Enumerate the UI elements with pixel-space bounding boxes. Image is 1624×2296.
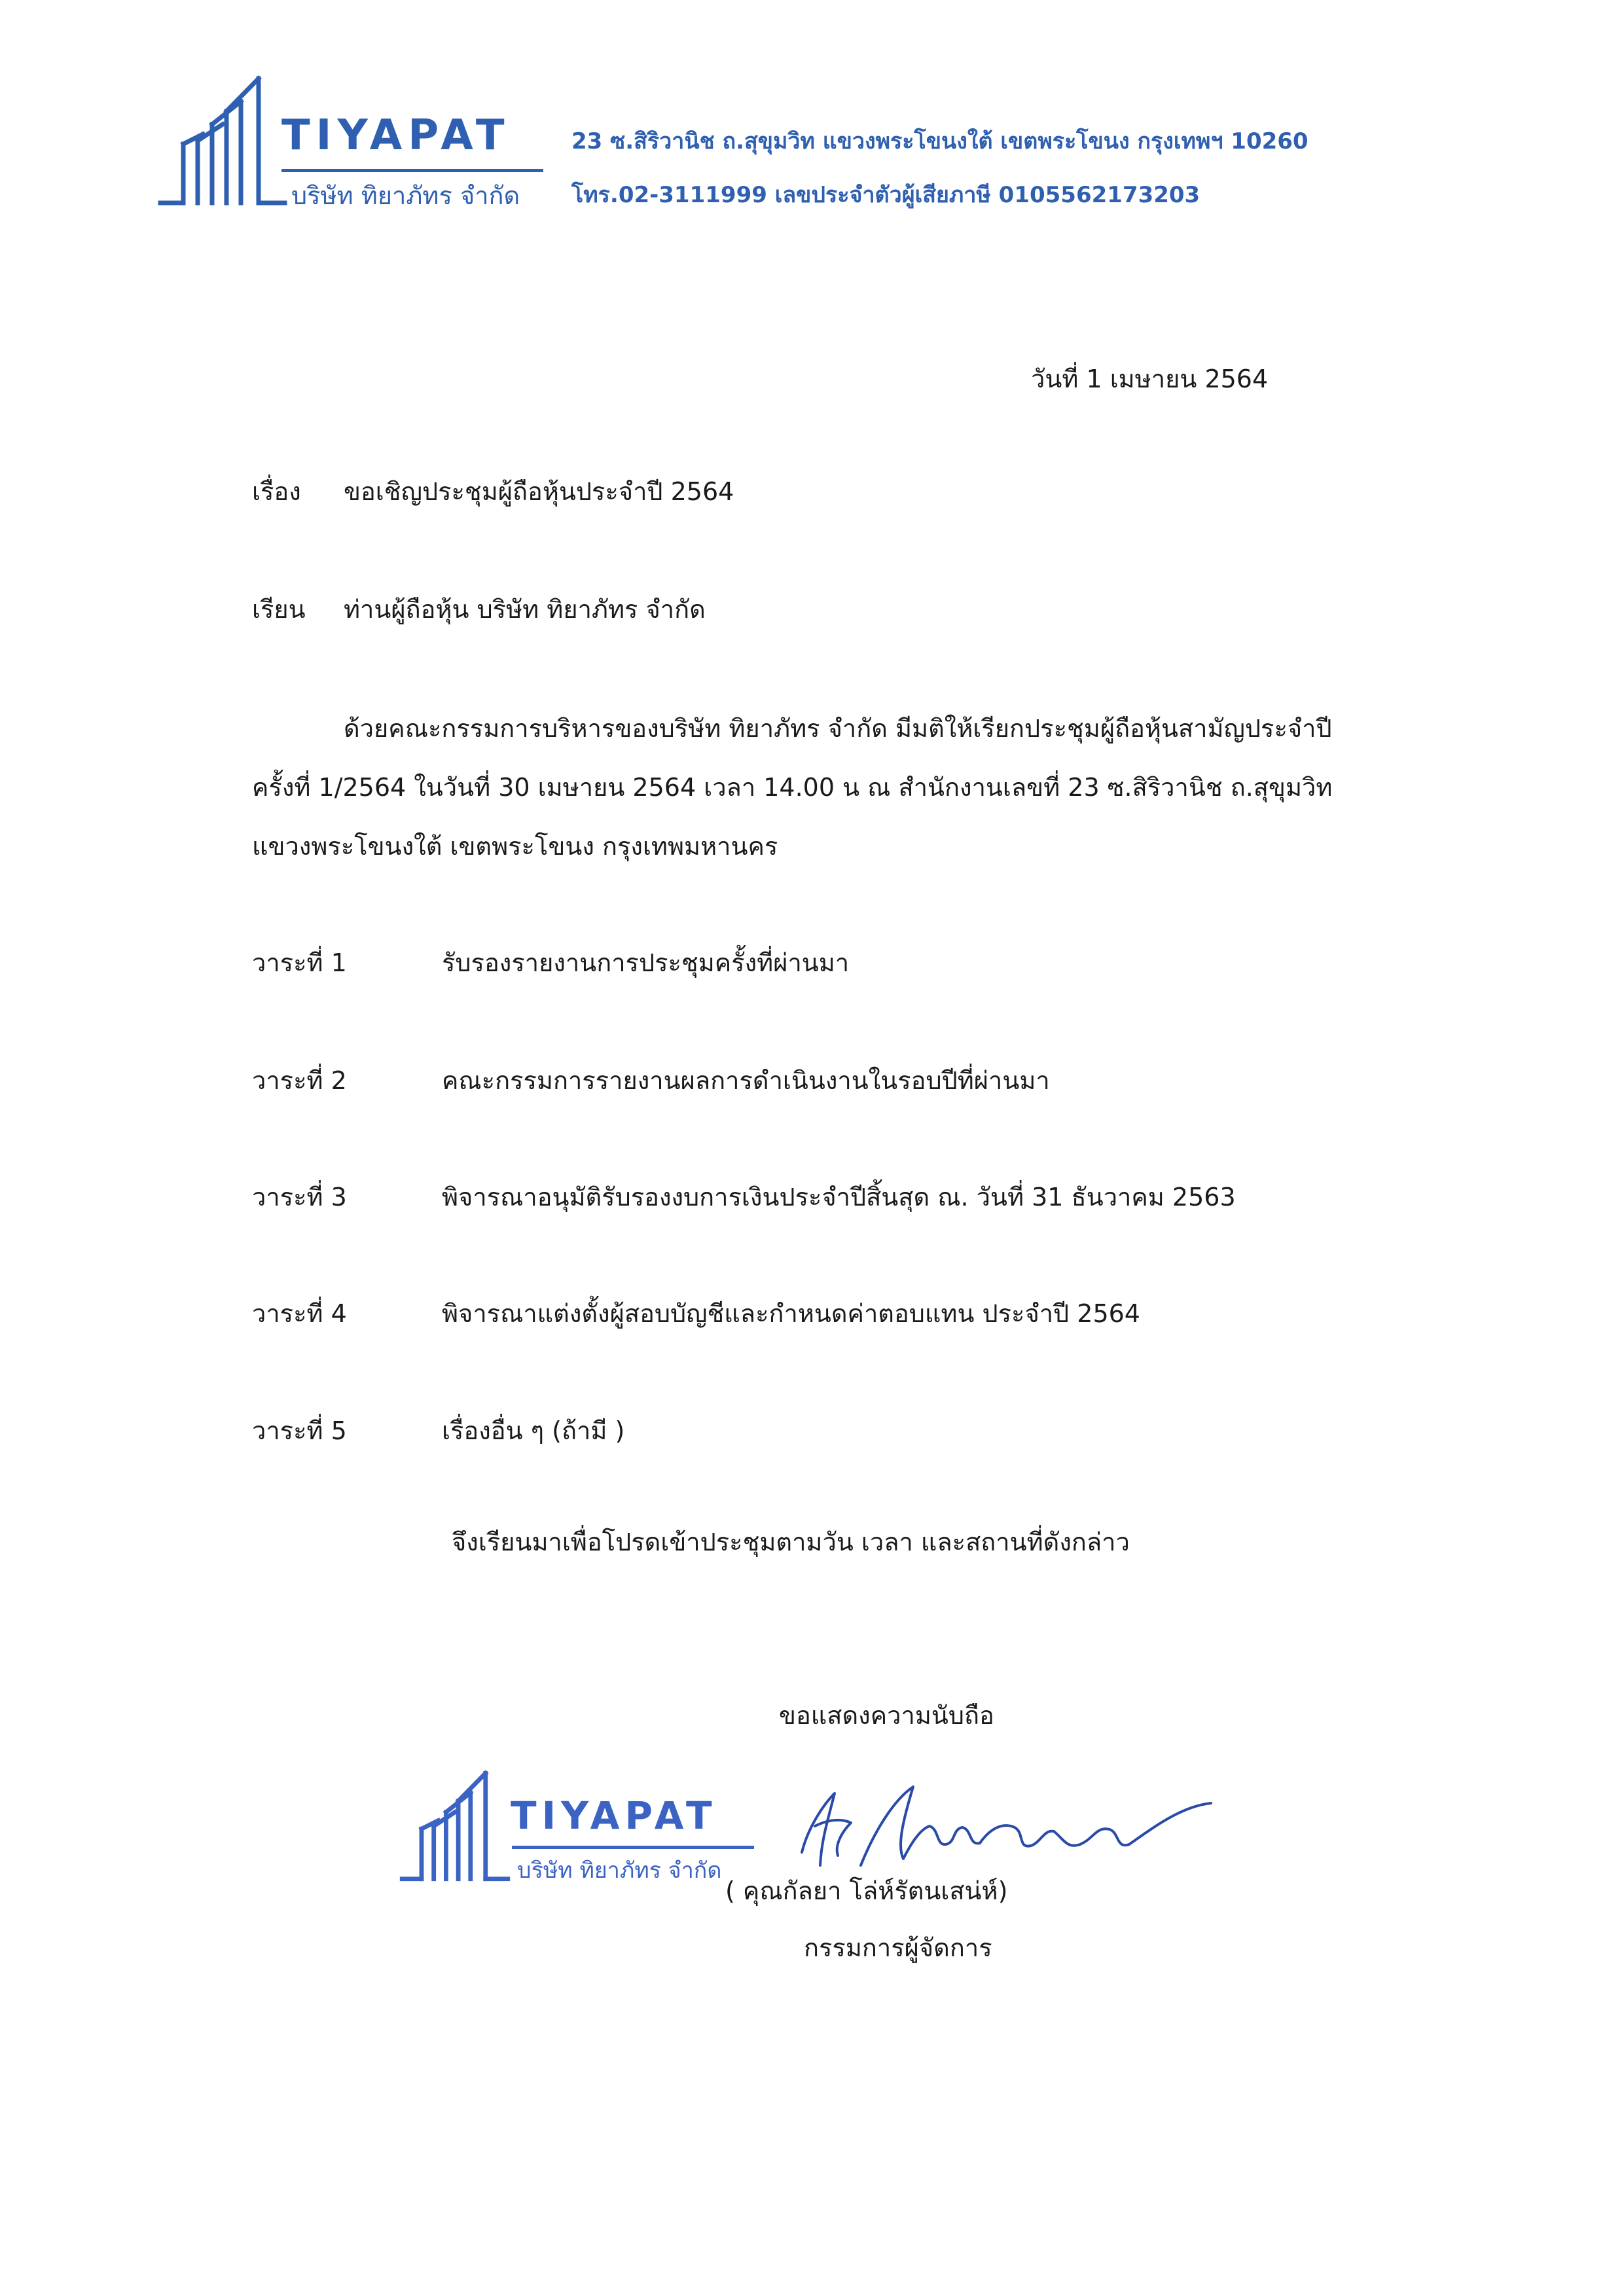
agenda-item-2-text: คณะกรรมการรายงานผลการดำเนินงานในรอบปีที่ผ่านมา (442, 1066, 1050, 1095)
stamp-brand-name: TIYAPAT (511, 1793, 717, 1838)
brand-name: TIYAPAT (281, 111, 511, 160)
stamp-underline (512, 1846, 754, 1849)
body-line-2: ครั้งที่ 1/2564 ในวันที่ 30 เมษายน 2564 เวลา 14.00 น ณ สำนักงานเลขที่ 23 ซ.สิริวานิช ถ.สุขุมวิท (252, 773, 1333, 802)
letter-date: วันที่ 1 เมษายน 2564 (1031, 365, 1269, 393)
building-logo-icon (157, 72, 288, 209)
agenda-item-2-label: วาระที่ 2 (252, 1066, 347, 1095)
stamp-company-name-thai: บริษัท ทิยาภัทร จำกัด (517, 1857, 722, 1884)
agenda-item-4-label: วาระที่ 4 (252, 1299, 347, 1328)
recipient-text: ท่านผู้ถือหุ้น บริษัท ทิยาภัทร จำกัด (344, 595, 706, 624)
agenda-item-5-label: วาระที่ 5 (252, 1416, 347, 1445)
company-name-thai: บริษัท ทิยาภัทร จำกัด (291, 181, 520, 210)
body-line-3: แขวงพระโขนงใต้ เขตพระโขนง กรุงเทพมหานคร (252, 832, 778, 861)
company-contact: โทร.02-3111999 เลขประจำตัวผู้เสียภาษี 0105562173203 (571, 182, 1200, 208)
subject-label: เรื่อง (252, 477, 301, 506)
closing-sentence: จึงเรียนมาเพื่อโปรดเข้าประชุมตามวัน เวลา และสถานที่ดังกล่าว (452, 1528, 1130, 1556)
signer-name: ( คุณกัลยา โล่ห์รัตนเสน่ห์) (725, 1876, 1008, 1905)
agenda-item-1-text: รับรองรายงานการประชุมครั้งที่ผ่านมา (442, 948, 850, 977)
signer-title: กรรมการผู้จัดการ (804, 1933, 992, 1962)
brand-underline (281, 169, 543, 172)
agenda-item-4-text: พิจารณาแต่งตั้งผู้สอบบัญชีและกำหนดค่าตอบแทน ประจำปี 2564 (442, 1299, 1140, 1328)
recipient-label: เรียน (252, 595, 306, 624)
signature (789, 1767, 1221, 1878)
company-stamp (399, 1751, 766, 1901)
agenda-item-5-text: เรื่องอื่น ๆ (ถ้ามี ) (442, 1416, 625, 1445)
company-address: 23 ซ.สิริวานิช ถ.สุขุมวิท แขวงพระโขนงใต้ เขตพระโขนง กรุงเทพฯ 10260 (571, 128, 1308, 154)
agenda-item-3-text: พิจารณาอนุมัติรับรองงบการเงินประจำปีสิ้นสุด ณ. วันที่ 31 ธันวาคม 2563 (442, 1183, 1236, 1211)
subject-text: ขอเชิญประชุมผู้ถือหุ้นประจำปี 2564 (344, 477, 734, 506)
stamp-building-icon (399, 1761, 511, 1892)
letterhead-logo (157, 72, 550, 209)
regards: ขอแสดงความนับถือ (779, 1701, 994, 1730)
agenda-item-3-label: วาระที่ 3 (252, 1183, 347, 1211)
body-line-1: ด้วยคณะกรรมการบริหารของบริษัท ทิยาภัทร จำกัด มีมติให้เรียกประชุมผู้ถือหุ้นสามัญประจำปี (344, 714, 1332, 743)
agenda-item-1-label: วาระที่ 1 (252, 948, 347, 977)
